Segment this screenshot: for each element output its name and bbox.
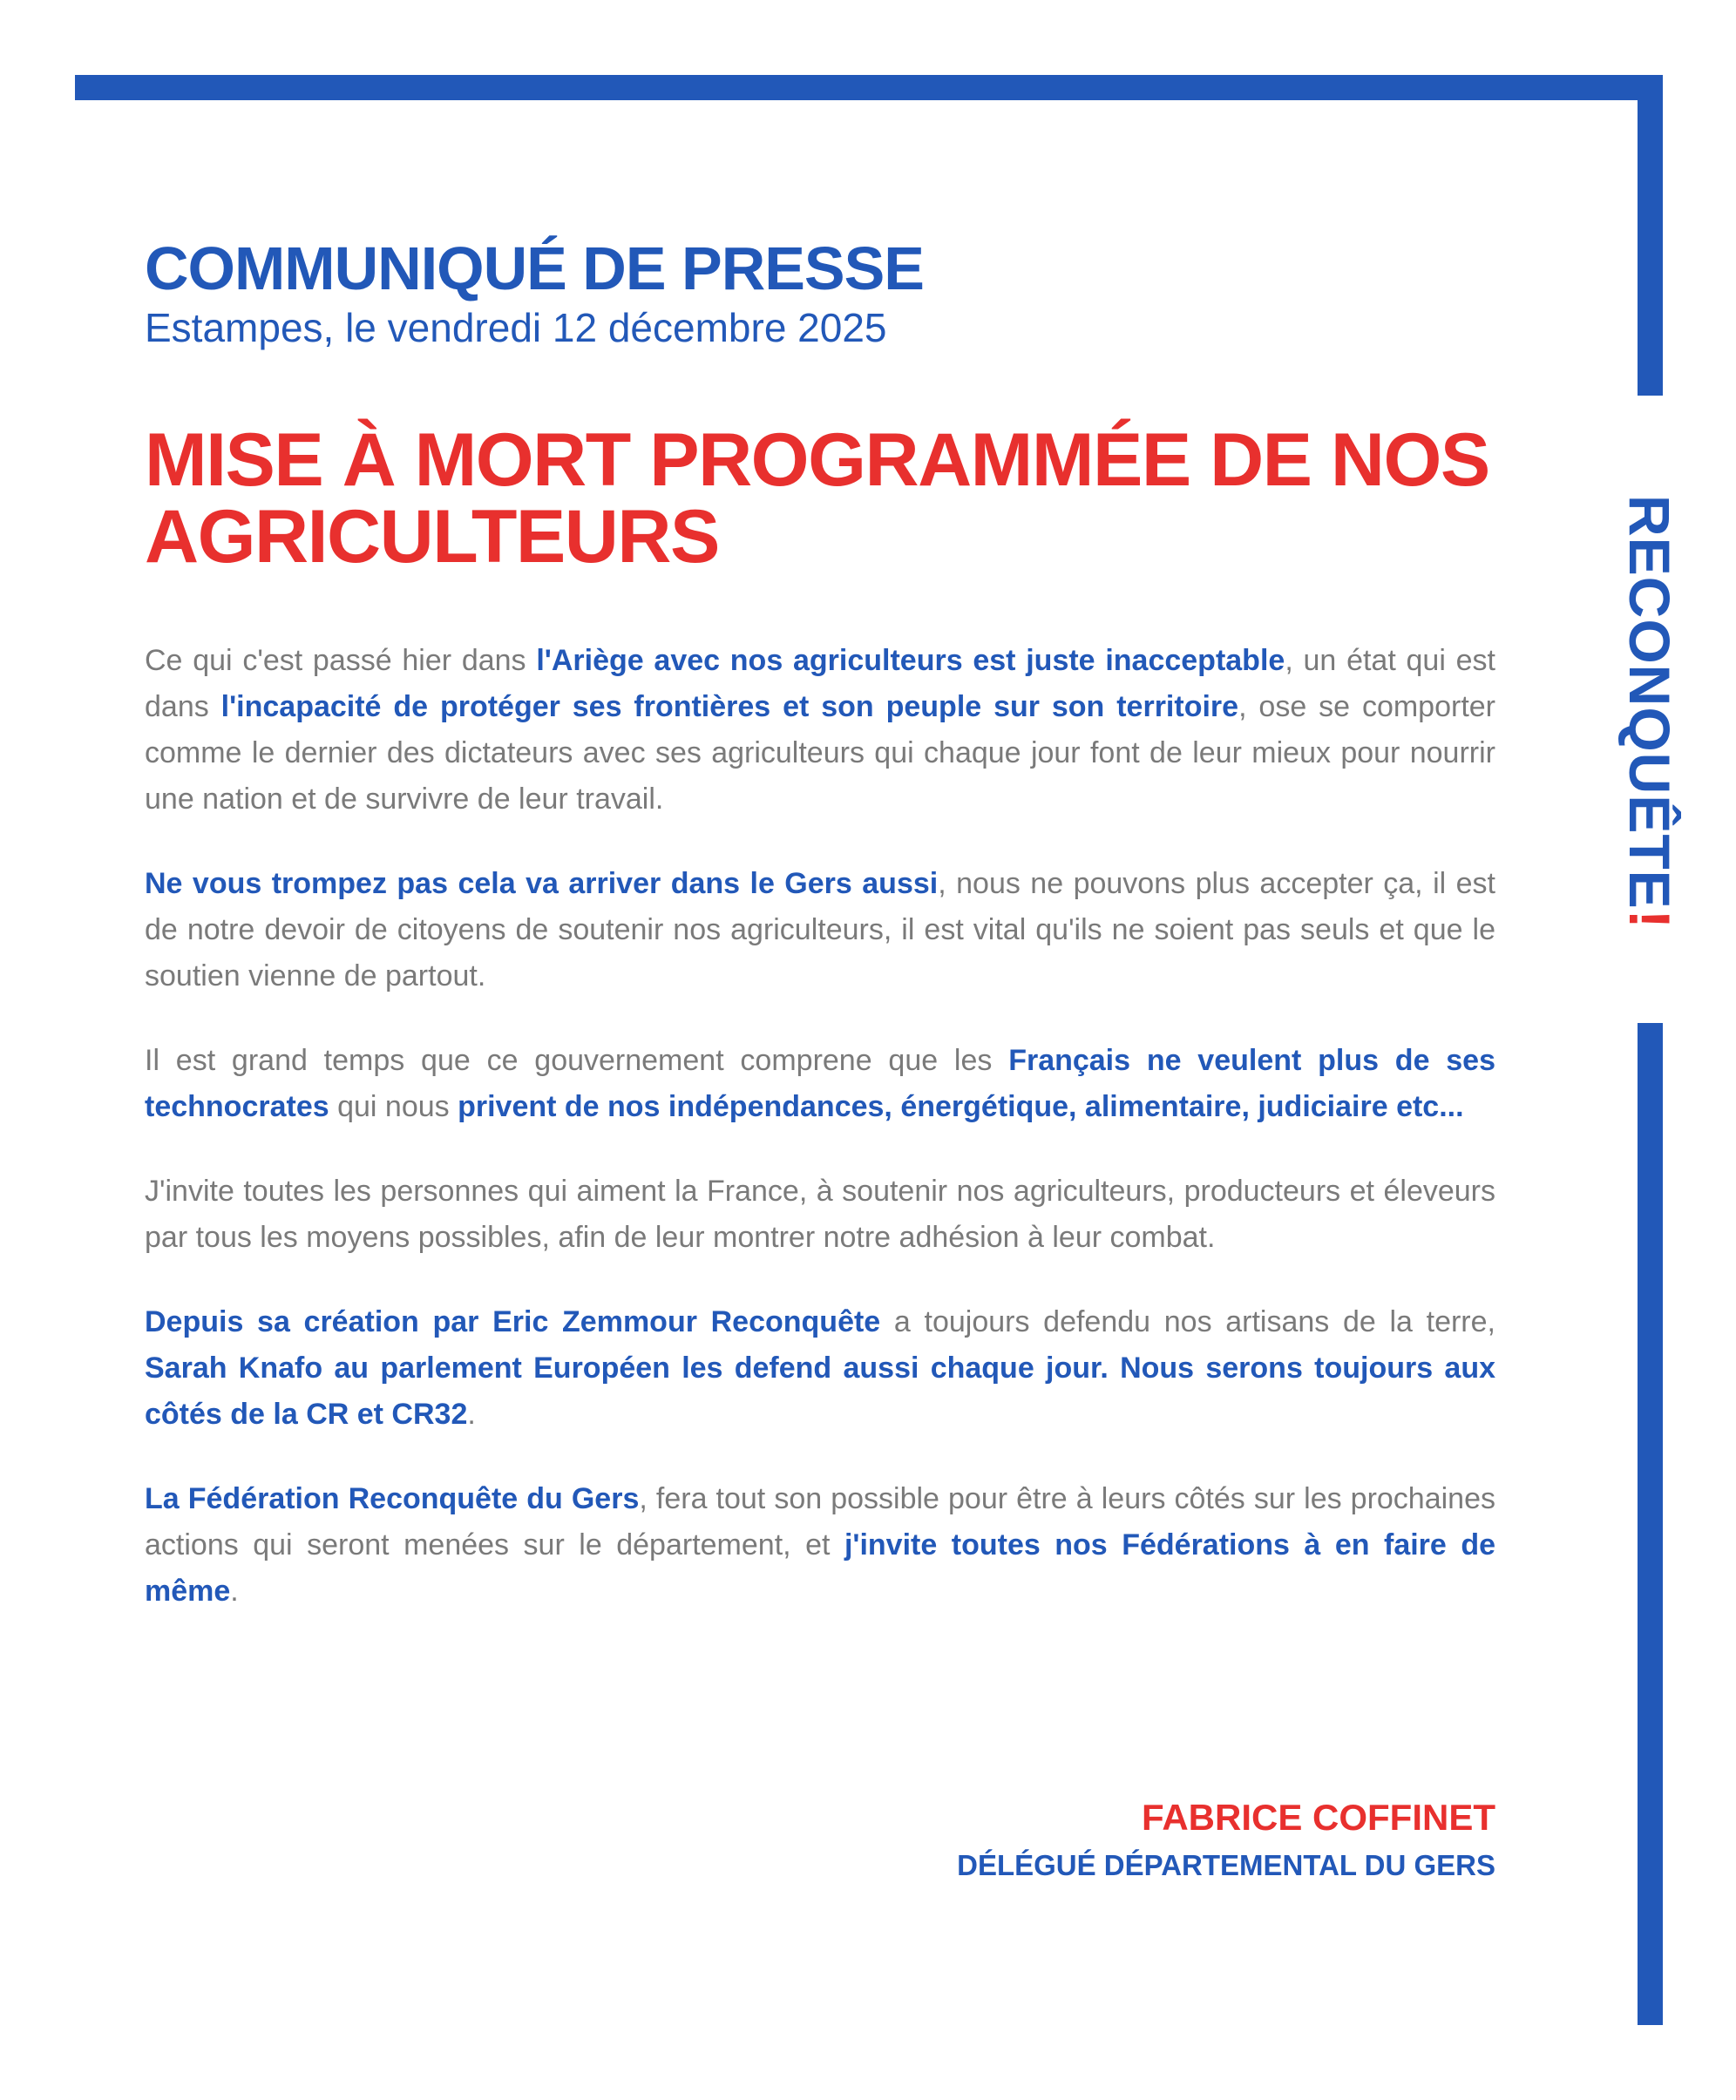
- body-text-segment: , ose se comporter comme le dernier des dictateurs avec ses agriculteurs qui chaque jour font de leur mieux pour nourrir une nation et de survivre de leur travail.: [145, 690, 1495, 816]
- body-text-segment: qui nous: [329, 1090, 458, 1123]
- frame-right-bar-upper: [1638, 75, 1663, 396]
- body-text: [145, 638, 1495, 1615]
- signatory-name: FABRICE COFFINET: [1142, 1797, 1495, 1838]
- body-text-segment: , un état qui est dans: [145, 644, 1495, 723]
- brand-wordmark: [1617, 494, 1682, 930]
- paragraph: [145, 1038, 1495, 1130]
- body-text-segment: Il est grand temps que ce gouvernement comprene que les: [145, 1044, 1009, 1077]
- signatory-title: DÉLÉGUÉ DÉPARTEMENTAL DU GERS: [957, 1849, 1495, 1881]
- highlighted-text: j'invite toutes nos Fédérations à en faire de même: [145, 1528, 1495, 1608]
- headline: MISE À MORT PROGRAMMÉE DE NOS AGRICULTEURS: [145, 418, 1489, 579]
- body-text-segment: J'invite toutes les personnes qui aiment la France, à soutenir nos agriculteurs, producteurs et éleveurs par tous les moyens possibles, afin de leur montrer notre adhésion à leur combat.: [145, 1175, 1495, 1254]
- paragraph: [145, 638, 1495, 823]
- body-text-segment: .: [230, 1575, 239, 1608]
- highlighted-text: Sarah Knafo au parlement Européen les defend aussi chaque jour. Nous serons toujours aux côtés de la CR et CR32: [145, 1351, 1495, 1431]
- body-text-segment: .: [467, 1398, 476, 1431]
- highlighted-text: l'Ariège avec nos agriculteurs est juste inacceptable: [536, 644, 1285, 677]
- dateline: Estampes, le vendredi 12 décembre 2025: [145, 305, 887, 350]
- brand-logo: [1606, 485, 1693, 938]
- frame-right-bar-lower: [1638, 1023, 1663, 2025]
- highlighted-text: La Fédération Reconquête du Gers: [145, 1482, 640, 1515]
- body-text-segment: a toujours defendu nos artisans de la terre,: [880, 1305, 1495, 1338]
- paragraph: [145, 861, 1495, 999]
- highlighted-text: Ne vous trompez pas cela va arriver dans le Gers aussi: [145, 867, 939, 900]
- paragraph: [145, 1299, 1495, 1438]
- signature-block: [957, 1795, 1495, 1886]
- paragraph: [145, 1476, 1495, 1615]
- highlighted-text: privent de nos indépendances, énergétique, alimentaire, judiciaire etc...: [458, 1090, 1464, 1123]
- highlighted-text: l'incapacité de protéger ses frontières et son peuple sur son territoire: [220, 690, 1239, 723]
- highlighted-text: Depuis sa création par Eric Zemmour Reconquête: [145, 1305, 881, 1338]
- document-type: COMMUNIQUÉ DE PRESSE: [145, 234, 924, 302]
- frame-top-bar: [75, 75, 1663, 100]
- brand-name: RECONQUÊTE: [1617, 494, 1682, 910]
- body-text-segment: , nous ne pouvons plus accepter ça, il est de notre devoir de citoyens de soutenir nos agriculteurs, il est vital qu'ils ne soient pas seuls et que le soutien vienne de partout.: [145, 867, 1495, 992]
- paragraph: [145, 1169, 1495, 1261]
- brand-exclamation: !: [1617, 909, 1682, 930]
- body-text-segment: , fera tout son possible pour être à leurs côtés sur les prochaines actions qui seront menées sur le département, et: [145, 1482, 1495, 1561]
- highlighted-text: Français ne veulent plus de ses technocrates: [145, 1044, 1495, 1123]
- press-release-content: [145, 235, 1495, 1653]
- body-text-segment: Ce qui c'est passé hier dans: [145, 644, 537, 677]
